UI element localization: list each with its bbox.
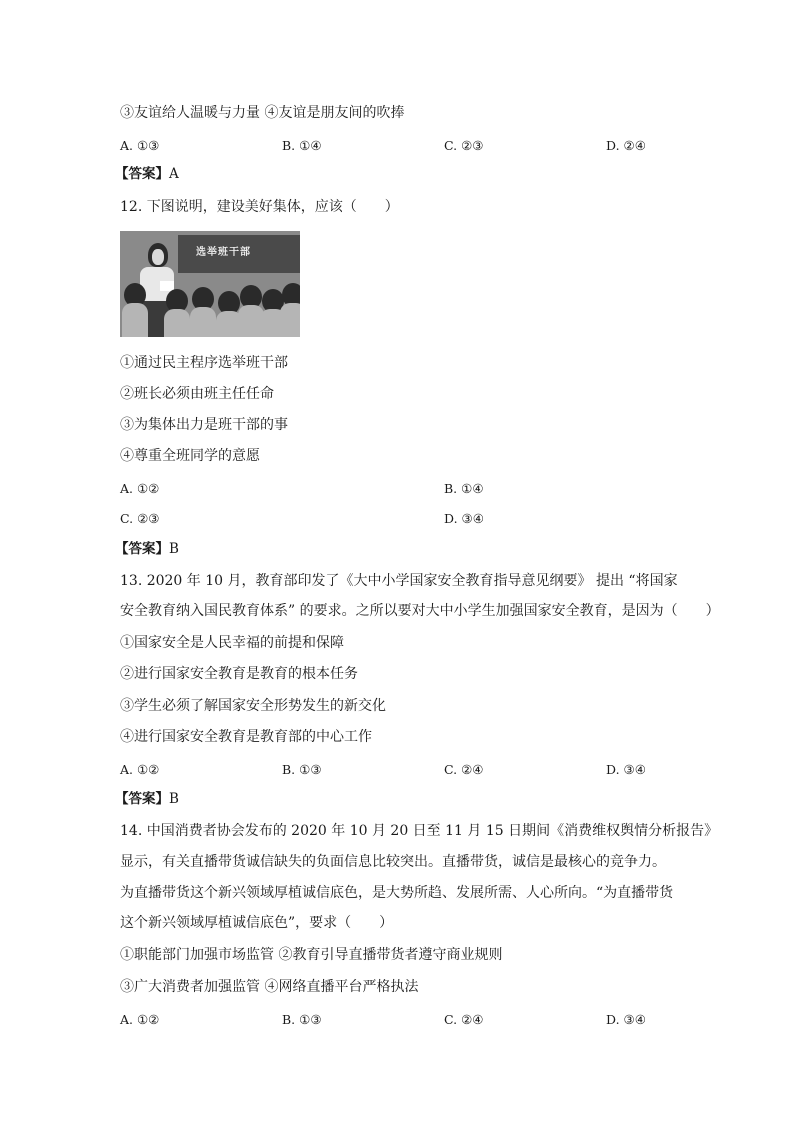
q11-options-line: ③友谊给人温暖与力量 ④友谊是朋友间的吹捧: [120, 105, 405, 121]
student-figure: [280, 283, 300, 337]
q14-statement-line-1: ①职能部门加强市场监管 ②教育引导直播带货者遵守商业规则: [120, 947, 503, 963]
q14-choice-c: C. ②④: [444, 1012, 484, 1027]
q12-statement-4: ④尊重全班同学的意愿: [120, 448, 260, 464]
q12-stem: 12. 下图说明，建设美好集体，应该（ ）: [120, 199, 399, 215]
q13-statement-1: ①国家安全是人民幸福的前提和保障: [120, 635, 344, 651]
q13-answer: [115, 790, 179, 808]
answer-label: 【答案】: [115, 541, 169, 557]
q12-choice-c: C. ②③: [120, 511, 160, 526]
q12-choice-b: B. ①④: [444, 481, 484, 496]
q14-choice-d: D. ③④: [606, 1012, 646, 1027]
q13-choice-c: C. ②④: [444, 762, 484, 777]
q14-stem-line-1: 14. 中国消费者协会发布的 2020 年 10 月 20 日至 11 月 15 日期间《消费维权舆情分析报告》: [120, 823, 719, 839]
q12-choice-a: A. ①②: [120, 481, 160, 496]
q13-statement-2: ②进行国家安全教育是教育的根本任务: [120, 666, 358, 682]
q13-statement-4: ④进行国家安全教育是教育部的中心工作: [120, 729, 372, 745]
q14-stem-line-3: 为直播带货这个新兴领域厚植诚信底色，是大势所趋、发展所需、人心所向。“为直播带货: [120, 885, 674, 901]
q13-choice-b: B. ①③: [282, 762, 322, 777]
student-figure: [164, 289, 190, 337]
q12-statement-2: ②班长必须由班主任任命: [120, 386, 274, 402]
q13-choice-a: A. ①②: [120, 762, 160, 777]
q13-statement-3: ③学生必须了解国家安全形势发生的新交化: [120, 698, 386, 714]
q12-statement-3: ③为集体出力是班干部的事: [120, 417, 288, 433]
q12-choice-d: D. ③④: [444, 511, 484, 526]
q11-answer: [115, 165, 179, 183]
answer-label: 【答案】: [115, 791, 169, 807]
q13-choice-d: D. ③④: [606, 762, 646, 777]
q13-stem-line-2: 安全教育纳入国民教育体系” 的要求。之所以要对大中小学生加强国家安全教育，是因为（ ）: [120, 603, 720, 619]
q11-choice-c: C. ②③: [444, 138, 484, 153]
classroom-election-image: [120, 231, 300, 337]
q12-statement-1: ①通过民主程序选举班干部: [120, 355, 288, 371]
answer-value: B: [169, 791, 179, 807]
q11-choice-b: B. ①④: [282, 138, 322, 153]
student-figure: [190, 287, 216, 337]
student-figure: [122, 283, 148, 337]
q14-stem-line-2: 显示，有关直播带货诚信缺失的负面信息比较突出。直播带货，诚信是最核心的竞争力。: [120, 854, 666, 870]
q14-stem-line-4: 这个新兴领域厚植诚信底色”，要求（ ）: [120, 915, 394, 931]
answer-value: B: [169, 541, 179, 557]
teacher-face: [152, 249, 164, 265]
q11-choice-a: A. ①③: [120, 138, 160, 153]
q14-statement-line-2: ③广大消费者加强监管 ④网络直播平台严格执法: [120, 979, 419, 995]
answer-value: A: [169, 166, 179, 182]
q14-choice-b: B. ①③: [282, 1012, 322, 1027]
blackboard-text: 选举班干部: [196, 247, 251, 258]
q14-choice-a: A. ①②: [120, 1012, 160, 1027]
answer-label: 【答案】: [115, 166, 169, 182]
q11-choice-d: D. ②④: [606, 138, 646, 153]
q13-stem-line-1: 13. 2020 年 10 月，教育部印发了《大中小学国家安全教育指导意见纲要》 提出 “将国家: [120, 573, 678, 589]
q12-answer: [115, 540, 179, 558]
